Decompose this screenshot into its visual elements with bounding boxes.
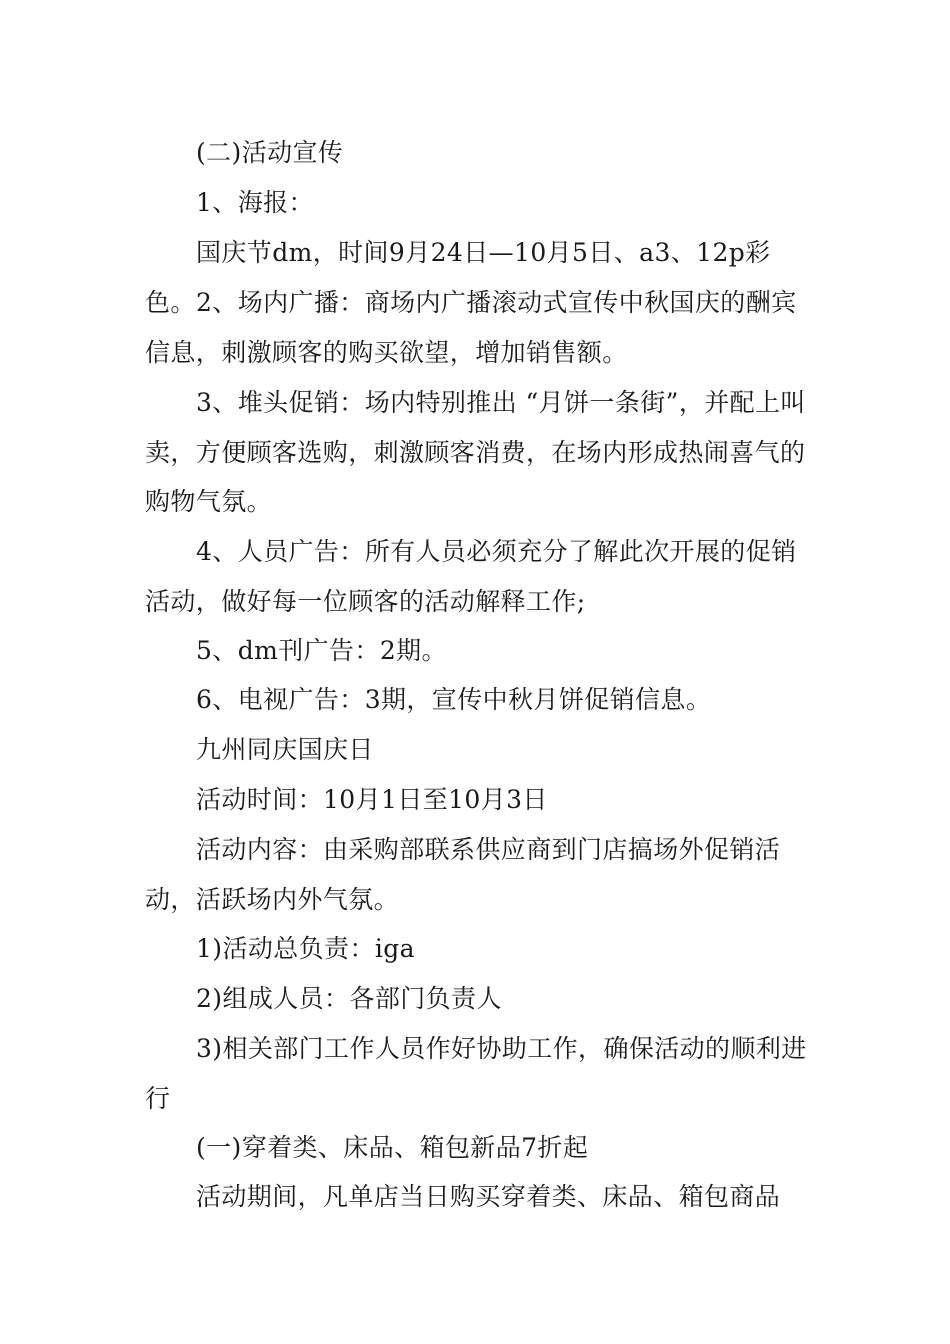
paragraph-tv-ads: 6、电视广告：3期，宣传中秋月饼促销信息。 (196, 685, 712, 714)
section-heading-publicity: (二)活动宣传 (196, 138, 344, 167)
paragraph-discount-detail: 活动期间，凡单店当日购买穿着类、床品、箱包商品 (196, 1182, 781, 1211)
paragraph-lead: 1)活动总负责：iga (196, 934, 415, 963)
section-heading-national-day: 九州同庆国庆日 (196, 735, 374, 764)
paragraph-poster: 1、海报： (196, 188, 314, 217)
paragraph-dm-ads: 5、dm刊广告：2期。 (196, 636, 447, 665)
paragraph-cooperation: 3)相关部门工作人员作好协助工作，确保活动的顺利进行 (145, 1034, 807, 1113)
paragraph-members: 2)组成人员：各部门负责人 (196, 984, 502, 1013)
paragraph-poster-detail: 国庆节dm，时间9月24日—10月5日、a3、12p彩色。 (145, 238, 771, 317)
paragraph-activity-time: 活动时间：10月1日至10月3日 (196, 785, 548, 814)
paragraph-activity-content: 活动内容：由采购部联系供应商到门店搞场外促销活动，活跃场内外气氛。 (145, 835, 781, 914)
paragraph-promotion: 3、堆头促销：场内特别推出 “月饼一条街”，并配上叫卖，方便顾客选购，刺激顾客消费，在场内形成热闹喜气的购物气氛。 (145, 388, 806, 516)
paragraph-staff-ads: 4、人员广告：所有人员必须充分了解此次开展的促销活动，做好每一位顾客的活动解释工作; (145, 537, 797, 616)
paragraph-broadcast: 2、场内广播：商场内广播滚动式宣传中秋国庆的酬宾信息，刺激顾客的购买欲望，增加销售额。 (145, 288, 797, 367)
section-heading-discount: (一)穿着类、床品、箱包新品7折起 (196, 1133, 589, 1162)
